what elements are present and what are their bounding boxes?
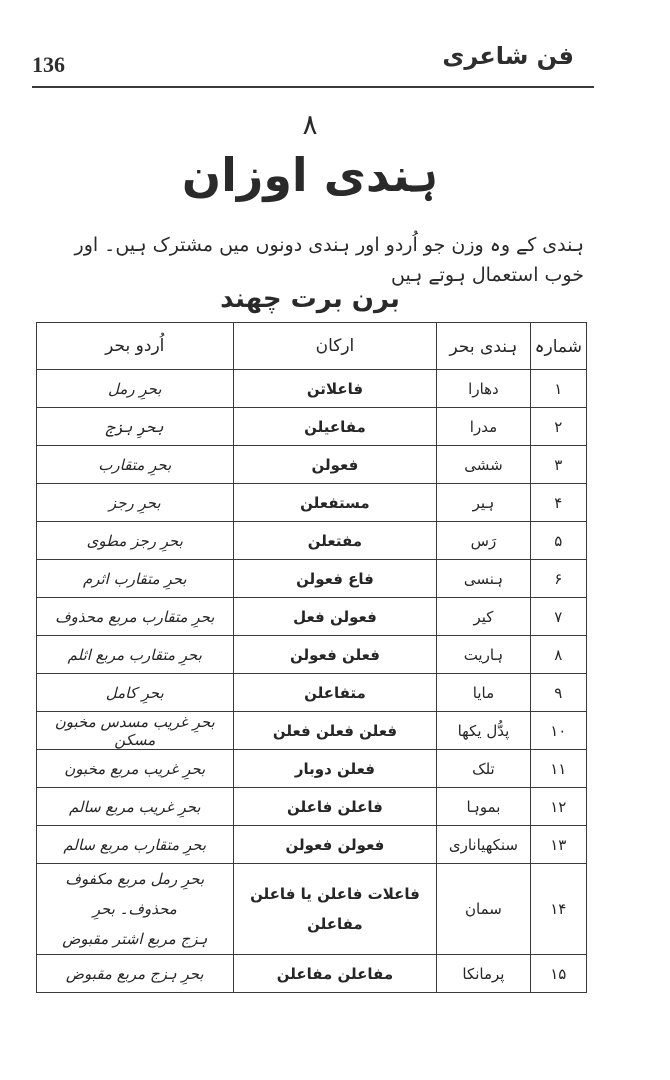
arkan: مستفعلن <box>233 484 437 522</box>
urdu-meter: بحرِ متقارب <box>37 446 234 484</box>
arkan: فاعلاتن <box>233 370 437 408</box>
arkan: فاع فعولن <box>233 560 437 598</box>
meters-table <box>36 322 587 993</box>
table-row <box>37 522 587 560</box>
hindi-meter: پرمانکا <box>437 955 530 993</box>
intro-paragraph: ہندی کے وہ وزن جو اُردو اور ہندی دونوں میں مشترک ہیں۔ اور خوب استعمال ہوتے ہیں <box>74 234 584 286</box>
chapter-title: ہندی اوزان <box>181 148 439 202</box>
arkan: مفاعیلن <box>233 408 437 446</box>
urdu-meter-line: بحرِ رمل مربع مکفوف محذوف۔ بحرِ <box>65 870 205 918</box>
table-row <box>37 788 587 826</box>
column-header-arkan: ارکان <box>233 323 437 370</box>
hindi-meter: ہاریت <box>437 636 530 674</box>
arkan: مفتعلن <box>233 522 437 560</box>
urdu-meter: بحرِ غریب مربع مخبون <box>37 750 234 788</box>
section-subtitle: برن برت چھند <box>220 284 400 314</box>
column-header-number: شمارہ <box>530 323 586 370</box>
row-number: ۱۴ <box>530 864 586 955</box>
row-number: ۸ <box>530 636 586 674</box>
table-header-row <box>37 323 587 370</box>
arkan: مفاعلن مفاعلن <box>233 955 437 993</box>
hindi-meter: بموہا <box>437 788 530 826</box>
urdu-meter: بحرِ رجز مطوی <box>37 522 234 560</box>
row-number: ۱۳ <box>530 826 586 864</box>
arkan-line: مفاعلن <box>307 915 363 933</box>
urdu-meter: بحرِ رجز <box>37 484 234 522</box>
table-row <box>37 560 587 598</box>
arkan: متفاعلن <box>233 674 437 712</box>
hindi-meter: تلک <box>437 750 530 788</box>
table-row <box>37 408 587 446</box>
hindi-meter: ہیر <box>437 484 530 522</box>
arkan: فعلن فعولن <box>233 636 437 674</box>
hindi-meter: پدُّل یکھا <box>437 712 530 750</box>
row-number: ۱۲ <box>530 788 586 826</box>
table-row <box>37 712 587 750</box>
urdu-meter: بحرِ غریب مربع سالم <box>37 788 234 826</box>
arkan <box>233 864 437 955</box>
table-row <box>37 674 587 712</box>
arkan: فعولن فعل <box>233 598 437 636</box>
row-number: ۱۵ <box>530 955 586 993</box>
column-header-hindi-meter: ہندی بحر <box>437 323 530 370</box>
hindi-meter: رَس <box>437 522 530 560</box>
table-row <box>37 864 587 955</box>
table-row <box>37 636 587 674</box>
table-row <box>37 955 587 993</box>
hindi-meter: سمان <box>437 864 530 955</box>
arkan: فعولن فعولن <box>233 826 437 864</box>
table-row <box>37 598 587 636</box>
urdu-meter <box>37 864 234 955</box>
hindi-meter: مایا <box>437 674 530 712</box>
row-number: ۱۰ <box>530 712 586 750</box>
hindi-meter: ہنسی <box>437 560 530 598</box>
table-row <box>37 370 587 408</box>
row-number: ۹ <box>530 674 586 712</box>
hindi-meter: مدرا <box>437 408 530 446</box>
arkan: فعلن فعلن فعلن <box>233 712 437 750</box>
arkan: فعلن دوبار <box>233 750 437 788</box>
hindi-meter: ششی <box>437 446 530 484</box>
arkan: فاعلن فاعلن <box>233 788 437 826</box>
hindi-meter: دھارا <box>437 370 530 408</box>
urdu-meter: بحرِ متقارب مربع اثلم <box>37 636 234 674</box>
row-number: ۱۱ <box>530 750 586 788</box>
urdu-meter-line: ہزج مربع اشتر مقبوض <box>62 930 208 948</box>
chapter-number: ۸ <box>302 108 318 141</box>
row-number: ۴ <box>530 484 586 522</box>
running-title: فن شاعری <box>442 42 574 70</box>
row-number: ۱ <box>530 370 586 408</box>
hindi-meter: سنکھیاناری <box>437 826 530 864</box>
hindi-meter: کیر <box>437 598 530 636</box>
table-row <box>37 750 587 788</box>
urdu-meter: بحرِ متقارب مربع سالم <box>37 826 234 864</box>
page-number: 136 <box>32 52 65 77</box>
urdu-meter: بحرِ متقارب اثرم <box>37 560 234 598</box>
row-number: ۳ <box>530 446 586 484</box>
urdu-meter: بحرِ ہزج مربع مقبوض <box>37 955 234 993</box>
urdu-meter: بحرِ رمل <box>37 370 234 408</box>
urdu-meter: بحرِ ہزج <box>37 408 234 446</box>
urdu-meter: بحرِ متقارب مربع محذوف <box>37 598 234 636</box>
table-row <box>37 446 587 484</box>
column-header-urdu-meter: اُردو بحر <box>37 323 234 370</box>
row-number: ۶ <box>530 560 586 598</box>
header-rule <box>32 86 594 88</box>
row-number: ۷ <box>530 598 586 636</box>
urdu-meter: بحرِ کامل <box>37 674 234 712</box>
table-row <box>37 826 587 864</box>
row-number: ۵ <box>530 522 586 560</box>
urdu-meter: بحرِ غریب مسدس مخبون مسکن <box>37 712 234 750</box>
row-number: ۲ <box>530 408 586 446</box>
arkan: فعولن <box>233 446 437 484</box>
arkan-line: فاعلات فاعلن یا فاعلن <box>250 885 420 903</box>
table-row <box>37 484 587 522</box>
